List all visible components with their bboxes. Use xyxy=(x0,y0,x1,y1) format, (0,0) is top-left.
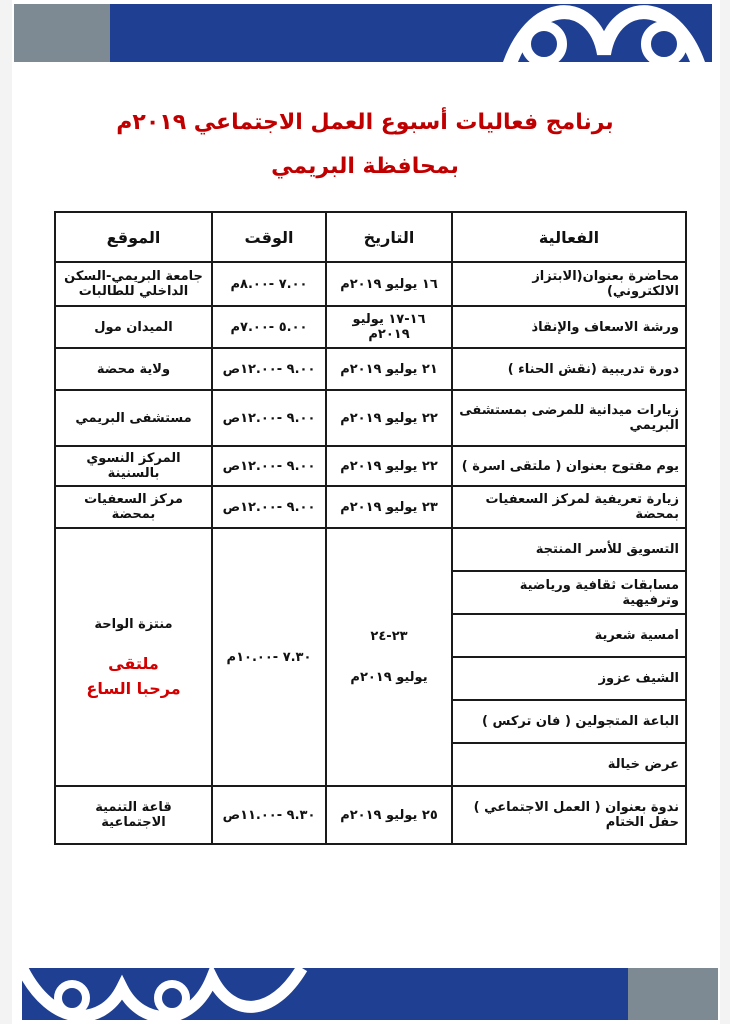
location-cell: المركز النسوي بالسنينة xyxy=(55,446,212,486)
header-time: الوقت xyxy=(212,212,326,262)
time-cell: ٧.٠٠ -٨.٠٠م xyxy=(212,262,326,306)
time-cell: ٩.٠٠ -١٢.٠٠ص xyxy=(212,390,326,446)
bottom-band-grey-block xyxy=(628,968,718,1020)
group-date-days: ٢٣-٢٤ xyxy=(370,629,408,644)
header-activity: الفعالية xyxy=(452,212,686,262)
header-row xyxy=(55,212,686,262)
group-date-cell xyxy=(326,528,452,786)
group-time-cell: ٧.٣٠ -١٠.٠٠م xyxy=(212,528,326,786)
location-cell: مستشفى البريمي xyxy=(55,390,212,446)
activity-cell: عرض خيالة xyxy=(452,743,686,786)
activity-cell: محاضرة بعنوان(الابتزاز الالكتروني) xyxy=(452,262,686,306)
activity-cell xyxy=(452,786,686,844)
date-cell: ٢٢ يوليو ٢٠١٩م xyxy=(326,446,452,486)
group-venue: منتزة الواحة xyxy=(94,616,173,632)
time-cell: ٥.٠٠ -٧.٠٠م xyxy=(212,306,326,348)
activity-cell: يوم مفتوح بعنوان ( ملتقى اسرة ) xyxy=(452,446,686,486)
time-cell: ٩.٠٠ -١٢.٠٠ص xyxy=(212,348,326,390)
activity-cell: دورة تدريبية (نقش الحناء ) xyxy=(452,348,686,390)
date-cell: ٢٣ يوليو ٢٠١٩م xyxy=(326,486,452,528)
date-cell: ١٦ يوليو ٢٠١٩م xyxy=(326,262,452,306)
final-activity-subtitle: حفل الختام xyxy=(605,815,679,830)
top-decorative-band xyxy=(14,4,712,62)
activity-cell: ورشة الاسعاف والإنقاذ xyxy=(452,306,686,348)
date-cell: ٢٢ يوليو ٢٠١٩م xyxy=(326,390,452,446)
group-event-name: ملتقى xyxy=(108,653,159,673)
activity-cell: امسية شعرية xyxy=(452,614,686,657)
location-cell: مركز السعفيات بمحضة xyxy=(55,486,212,528)
table-row xyxy=(55,446,686,486)
activity-cell: الشيف عزوز xyxy=(452,657,686,700)
bottom-ornament-icon xyxy=(22,968,312,1020)
location-cell: قاعة التنمية الاجتماعية xyxy=(55,786,212,844)
table-row xyxy=(55,528,686,571)
activity-cell: مسابقات ثقافية ورياضية وترفيهية xyxy=(452,571,686,614)
group-event-name-2: مرحبا الساع xyxy=(86,678,181,698)
time-cell: ٩.٠٠ -١٢.٠٠ص xyxy=(212,486,326,528)
activity-cell: الباعة المتجولين ( فان تركس ) xyxy=(452,700,686,743)
location-cell: ولاية محضة xyxy=(55,348,212,390)
table-row xyxy=(55,390,686,446)
table-row xyxy=(55,262,686,306)
activity-cell: التسويق للأسر المنتجة xyxy=(452,528,686,571)
activity-cell: زيارة تعريفية لمركز السعفيات بمحضة xyxy=(452,486,686,528)
header-date: التاريخ xyxy=(326,212,452,262)
date-cell: ١٦-١٧ يوليو ٢٠١٩م xyxy=(326,306,452,348)
header-location: الموقع xyxy=(55,212,212,262)
location-cell: الميدان مول xyxy=(55,306,212,348)
table-row xyxy=(55,786,686,844)
time-cell: ٩.٣٠ -١١.٠٠ص xyxy=(212,786,326,844)
final-activity-title: ندوة بعنوان ( العمل الاجتماعي ) xyxy=(473,800,679,815)
bottom-decorative-band xyxy=(22,968,718,1020)
table-row xyxy=(55,306,686,348)
schedule-table xyxy=(54,211,687,845)
table-row xyxy=(55,348,686,390)
date-cell: ٢١ يوليو ٢٠١٩م xyxy=(326,348,452,390)
location-cell: جامعة البريمي-السكن الداخلي للطالبات xyxy=(55,262,212,306)
date-cell: ٢٥ يوليو ٢٠١٩م xyxy=(326,786,452,844)
activity-cell: زيارات ميدانية للمرضى بمستشفى البريمي xyxy=(452,390,686,446)
top-ornament-icon xyxy=(484,4,712,62)
group-date-month: يوليو ٢٠١٩م xyxy=(350,670,428,685)
top-band-grey-block xyxy=(14,4,110,62)
group-location-cell xyxy=(55,528,212,786)
page-subtitle: بمحافظة البريمي xyxy=(271,154,459,179)
time-cell: ٩.٠٠ -١٢.٠٠ص xyxy=(212,446,326,486)
page-title: برنامج فعاليات أسبوع العمل الاجتماعي ٢٠١٩م xyxy=(116,110,614,135)
table-row xyxy=(55,486,686,528)
